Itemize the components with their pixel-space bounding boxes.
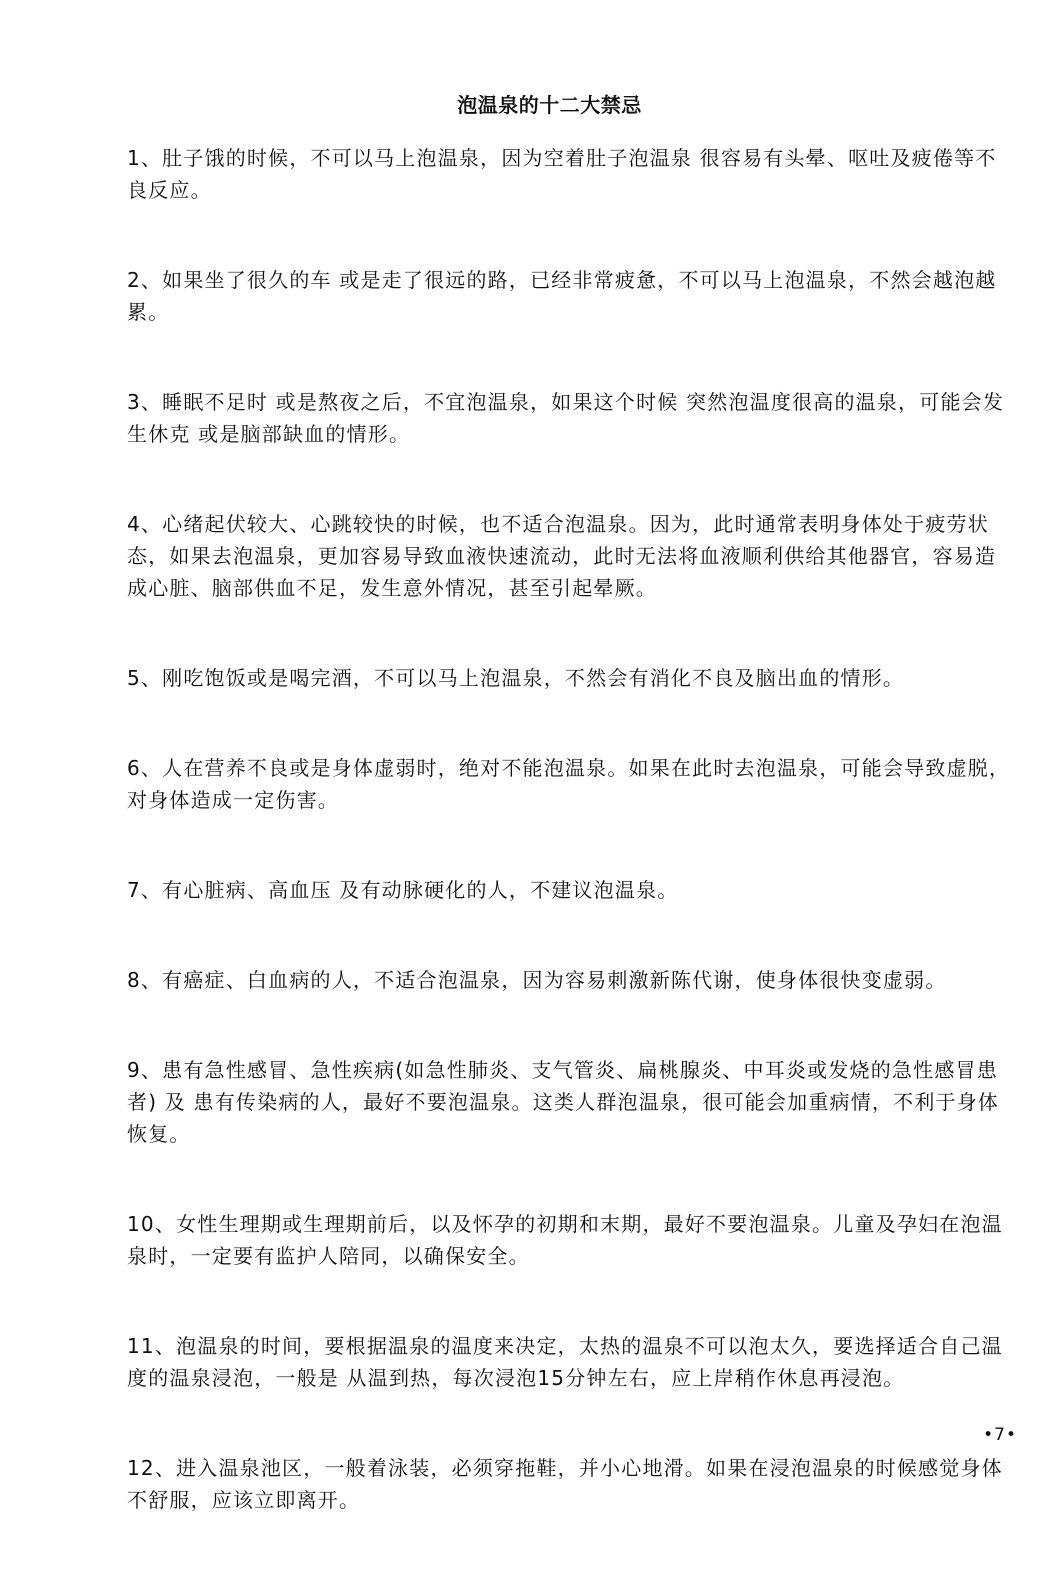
rule-item-11: 11、泡温泉的时间，要根据温泉的温度来决定，太热的温泉不可以泡太久，要选择适合自己温度的温泉浸泡，一般是 从温到热，每次浸泡15分钟左右，应上岸稍作休息再浸泡。 [127,1334,1003,1390]
rule-item-1: 1、肚子饿的时候，不可以马上泡温泉，因为空着肚子泡温泉 很容易有头晕、呕吐及疲倦等不良反应。 [127,146,997,202]
rule-item-3: 3、睡眠不足时 或是熬夜之后，不宜泡温泉，如果这个时候 突然泡温度很高的温泉，可能会发生休克 或是脑部缺血的情形。 [127,390,1005,446]
rule-item-2: 2、如果坐了很久的车 或是走了很远的路，已经非常疲惫，不可以马上泡温泉，不然会越泡越累。 [127,268,997,324]
rule-item-8: 8、有癌症、白血病的人，不适合泡温泉，因为容易刺激新陈代谢，使身体很快变虚弱。 [127,968,947,992]
rule-item-5: 5、刚吃饱饭或是喝完酒，不可以马上泡温泉，不然会有消化不良及脑出血的情形。 [127,666,905,690]
rules-list [127,142,1017,1574]
rule-item-12: 12、进入温泉池区，一般着泳装，必须穿拖鞋，并小心地滑。如果在浸泡温泉的时候感觉身体不舒服，应该立即离开。 [127,1456,1003,1512]
rule-item-7: 7、有心脏病、高血压 及有动脉硬化的人，不建议泡温泉。 [127,878,679,902]
rule-item-9: 9、患有急性感冒、急性疾病(如急性肺炎、支气管炎、扁桃腺炎、中耳炎或发烧的急性感冒患者) 及 患有传染病的人，最好不要泡温泉。这类人群泡温泉，很可能会加重病情，不利于身体恢复。 [127,1058,1000,1146]
rule-item-6: 6、人在营养不良或是身体虚弱时，绝对不能泡温泉。如果在此时去泡温泉，可能会导致虚脱，对身体造成一定伤害。 [127,756,1011,812]
rule-item-10: 10、女性生理期或生理期前后，以及怀孕的初期和末期，最好不要泡温泉。儿童及孕妇在泡温泉时，一定要有监护人陪同，以确保安全。 [127,1212,1003,1268]
page-number: •7• [983,1425,1017,1445]
document-title: 泡温泉的十二大禁忌 [457,93,642,118]
rule-item-4: 4、心绪起伏较大、心跳较快的时候，也不适合泡温泉。因为，此时通常表明身体处于疲劳状态，如果去泡温泉，更加容易导致血液快速流动，此时无法将血液顺利供给其他器官，容易造成心脏、脑部供血不足，发生意外情况，甚至引起晕厥。 [127,512,997,600]
